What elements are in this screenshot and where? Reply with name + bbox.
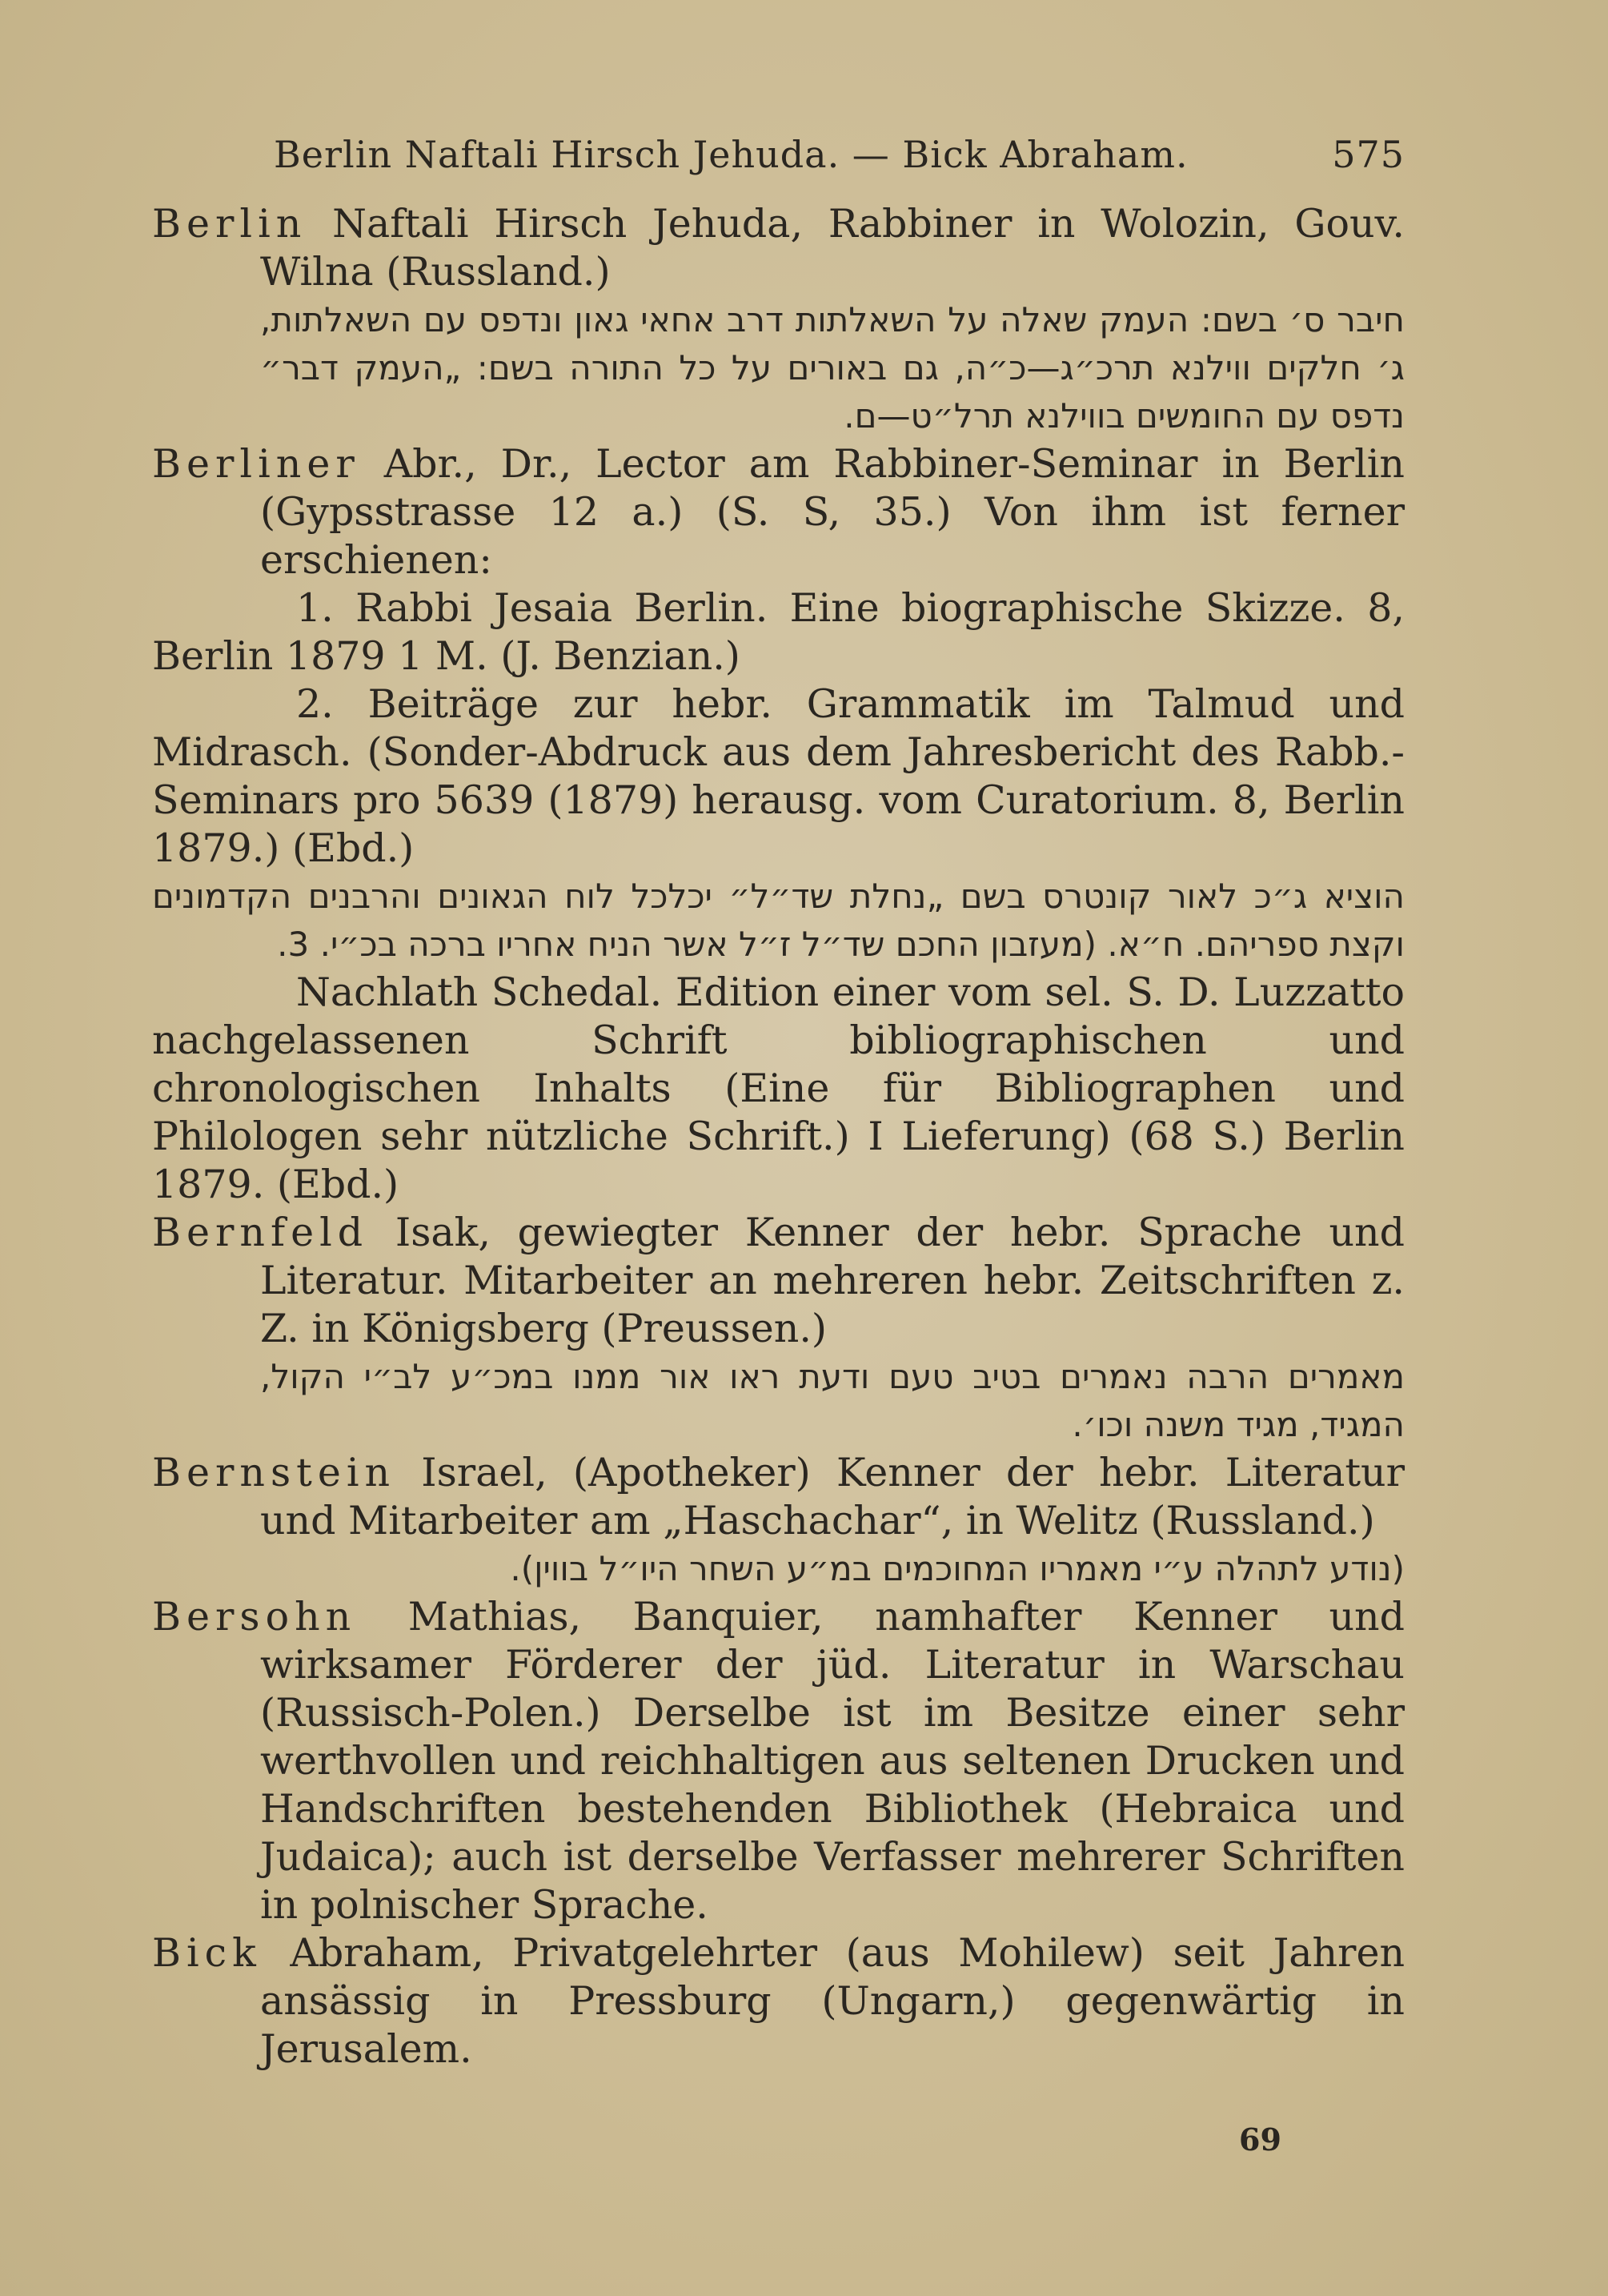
entry-bick xyxy=(152,1929,1405,2073)
hebrew-text: הוציא ג״כ לאור קונטרס בשם „נחלת שד״ל״ יכלכל לוח הגאונים והרבנים הקדמונים וקצת ספריהם. ח״א. (מעזבון החכם שד״ל ז״ל אשר הניח אחריו ברכה בכ״י. xyxy=(152,877,1405,964)
entry-text: Abraham, Privatgelehrter (aus Mohilew) seit Jahren ansässig in Pressburg (Ungarn,) gegenwärtig in Jerusalem. xyxy=(260,1930,1405,2072)
signature-mark: 69 xyxy=(1239,2121,1281,2158)
entry-text: Israel, (Apotheker) Kenner der hebr. Literatur und Mitarbeiter am „Haschachar“, in Welitz (Russland.) xyxy=(260,1450,1405,1543)
entry-name: Bernfeld xyxy=(152,1210,369,1255)
entry-berlin xyxy=(152,200,1405,296)
entry-bernstein xyxy=(152,1449,1405,1545)
work-item-3: Nachlath Schedal. Edition einer vom sel. S. D. Luzzatto nachgelassenen Schrift bibliographischen und chronologischen Inhalts (Eine für Bibliographen und Philologen sehr nützliche Schrift.) I Lieferung) (68 S.) Berlin 1879. (Ebd.) xyxy=(152,969,1405,1207)
hebrew-text: חיבר ס׳ בשם: העמק שאלה על השאלתות דרב אחאי גאון ונדפס עם השאלתות, ג׳ חלקים ווילנא תרכ״ג—כ״ה, גם באורים על כל התורה בשם: „העמק דבר״ נדפס עם החומשים בווילנא תרל״ט—ם. xyxy=(260,300,1405,436)
item-number: 3. xyxy=(277,925,310,964)
entry-name: Berliner xyxy=(152,441,360,487)
work-item-2: 2. Beiträge zur hebr. Grammatik im Talmud und Midrasch. (Sonder-Abdruck aus dem Jahresbericht des Rabb.-Seminars pro 5639 (1879) herausg. vom Curatorium. 8, Berlin 1879.) (Ebd.) xyxy=(152,681,1405,871)
page-body xyxy=(152,133,1405,2073)
entry-text: Naftali Hirsch Jehuda, Rabbiner in Wolozin, Gouv. Wilna (Russland.) xyxy=(260,201,1405,295)
page-number: 575 xyxy=(1332,133,1405,176)
entry-text: Mathias, Banquier, namhafter Kenner und wirksamer Förderer der jüd. Literatur in Warschau (Russisch-Polen.) Derselbe ist im Besitze einer sehr werthvollen und reichhaltigen aus seltenen Drucken und Handschriften bestehenden Bibliothek (Hebraica und Judaica); auch ist derselbe Verfasser mehrerer Schriften in polnischer Sprache. xyxy=(260,1594,1405,1928)
work-item-1: 1. Rabbi Jesaia Berlin. Eine biographische Skizze. 8, Berlin 1879 1 M. (J. Benzian.) xyxy=(152,585,1405,679)
hebrew-text: מאמרים הרבה נאמרים בטיב טעם ודעת ראו אור ממנו במכ״ע לב״י הקול, המגיד, מגיד משנה וכו׳. xyxy=(260,1357,1405,1444)
entry-name: Berlin xyxy=(152,201,307,247)
entry-text: Abr., Dr., Lector am Rabbiner-Seminar in Berlin (Gypsstrasse 12 a.) (S. S, 35.) Von ihm ist ferner erschienen: xyxy=(260,441,1405,583)
entry-name: Bernstein xyxy=(152,1450,396,1495)
entry-name: Bersohn xyxy=(152,1594,357,1640)
entry-bersohn xyxy=(152,1593,1405,1929)
entry-name: Bick xyxy=(152,1930,262,1976)
entry-text: Isak, gewiegter Kenner der hebr. Sprache und Literatur. Mitarbeiter an mehreren hebr. Zeitschriften z. Z. in Königsberg (Preussen.) xyxy=(260,1210,1405,1351)
entry-bernfeld xyxy=(152,1209,1405,1353)
entry-berliner xyxy=(152,440,1405,584)
hebrew-text: (נודע לתהלה ע״י מאמריו המחוכמים במ״ע השחר היו״ל בווין). xyxy=(510,1549,1405,1588)
running-header xyxy=(274,133,1405,176)
work-item-3-hebrew xyxy=(152,873,1405,969)
running-title: Berlin Naftali Hirsch Jehuda. — Bick Abraham. xyxy=(274,133,1189,176)
